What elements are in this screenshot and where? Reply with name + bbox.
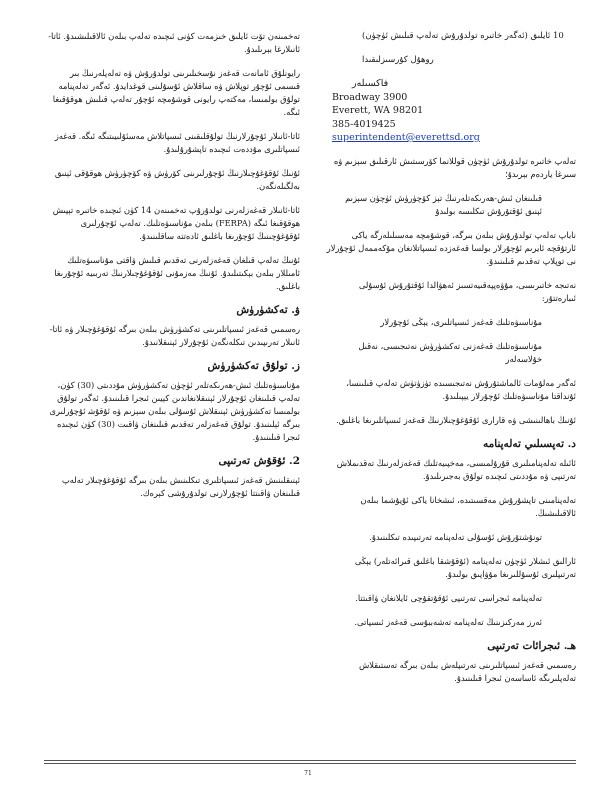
paragraph: ﺗﻪﻟﻪﭘﻨﺎﻣﻪ ﺋﯩﺠﺮﺍﺳﻰ ﺗﻪﺭﺗﯩﭙﻰ ﺋﯘﻗﯘﺗﻘﯘﭼﻰ ﺋﺎﻳﻼﻧﻐﺎﻥ ﯞﺍﻗﯩﺘﺘﺎ. [355,592,542,603]
right-column [326,30,576,696]
section-heading: ﺩ. ﺗﻪﭘﺴﯩﻠﯩﻲ ﺗﻪﻟﻪﭘﻨﺎﻣﻪ [483,437,576,450]
section-heading: ﻫـ. ﺋﯩﺠﺮﺍﺋﺎﺕ ﺗﻪﺭﺗﯩﭙﻰ [487,639,576,652]
paragraph: ﺗﻪﺧﻤﯩﻨﻪﻥ ﺗﯚﺕ ﺋﺎﻳﻠﯩﻖ ﺧﯩﺰﻣﻪﺕ ﻛﯜﻧﻰ ﺋﯩﭽﯩﺪﻩ ﺗﻪﻟﻪﭖ ﺑﯩﻠﻪﻥ ﺋﺎﻻﻗﯩﻠﯩﺸﯩﺪﯗ. ﺋﺎﺗﺎ-ﺋﺎﻧﯩﻼﺭﻏﺎ ﺑﯧﺮﯨﻠﯩﺪﯗ. [48,31,300,54]
list-item: ﻣﯘﻧﺎﺳﯩﯟﻩﺗﻠﯩﻚ ﻗﻪﻏﻪﺯ ﺋﯩﺴﭙﺎﺗﻠﯩﺮﻯ، ﻳﯧﯖﻰ ﺋﯘﭼﯘﺭﻻﺭ [380,316,542,327]
address-line: ﺭﻭﻫﯘﻝ ﻛﯘﺭﺳﯩﺰﻟﯩﻘﯩﺪﺍ [362,54,434,65]
paragraph: ﺗﻪﻟﻪﭖ ﺧﺎﺗﯩﺮﻩ ﺗﻮﻟﺪﯗﺭﯗﺵ ﺋﯜﭼﯜﻥ ﻗﻮﻟﻼﻧﻤﺎ ﻛﯚﺭﺳﯩﺘﯩﺶ ﺋﺎﺭﻗﯩﻠﯩﻖ ﺳﯧﺰﯨﻢ ﯞﻩ ﺳﯩﺮﻏﺎ ﻳﺎﺭﺩﻩﻡ ﺑﯧﺮﯨﺪﯗ؛ [333,155,576,179]
paragraph: ﺋﯘﻧﯩﯔ ﺗﻪﻟﻪﭖ ﻗﯩﻠﻐﺎﻥ ﻗﻪﻏﻪﺯﻟﻪﺭﻧﻰ ﺗﻪﻗﺪﯨﻢ ﻗﯩﻠﯩﺶ ﯞﺍﻗﺘﻰ ﻣﯘﻧﺎﺳﯩﯟﻩﺗﻠﯩﻚ ﺋﺎﻣﯩﻠﻼﺭ ﺑﯩﻠﻪﻥ ﺑﯧﻜﯩﺘﯩﻠﯩﺪﯗ. ﺋﯘﻧﯩﯔ ﻣﻪﺯﻣﯘﻧﻰ ﺋﯘﻗﯘﻏﯘﭼﯩﻼﺭﻧﯩﯔ ﺗﻪﺭﺑﯩﻴﻪ ﺋﯘﭼﯘﺭﯨﻐﺎ ﺑﺎﻏﻠﯩﻖ. [54,255,300,291]
paragraph: ﻣﯘﻧﺎﺳﯩﯟﻩﺗﻠﯩﻚ ﺋﯩﺶ-ﻫﻪﺭﯨﻜﻪﺗﻠﻪﺭ ﺋﯜﭼﯜﻥ ﺗﻪﻛﺸﯜﺭﯛﺵ ﻣﯘﺩﺩﯨﺘﻰ (30) ﻛﯜﻥ، ﺗﻪﻟﻪﭖ ﻗﯩﻠﯩﻨﻐﺎﻥ ﺋﯘﭼﯘﺭﻻﺭ ﺋﯧﻨﯩﻘﻼﻧﻐﺎﻧﺪﯨﻦ ﻛﯧﻴﯩﻦ ﺋﯩﺠﺮﺍ ﻗﯩﻠﯩﻨﯩﺪﯗ. ﺋﻪﮔﻪﺭ ﺗﻮﻟﯘﻕ ﺑﻮﻟﻤﯩﺴﺎ ﺗﻪﻛﺸﯜﺭﯛﺵ ﺋﯧﻨﯩﻘﻼﺵ ﺋﯘﺳﯘﻟﻰ ﺑﯩﻠﻪﻥ ﺳﯧﺰﯨﻢ ﯞﻩ ﺋﯘﻗﯘﺷ ﺋﯘﭼﯘﺭﻟﯩﺮﻯ ﺑﯩﺮﮔﻪ ﺋﯧﻠﯩﻨﯩﺪﯗ. ﺗﻮﻟﯘﻕ ﻗﻪﻏﻪﺯﻟﻪﺭ ﺗﻪﻗﺪﯨﻢ ﻗﯩﻠﯩﻨﻐﺎﻥ ﯞﺍﻗﯩﺖ (30) ﻛﯜﻥ ﺋﯩﭽﯩﺪﻩ ﺋﯩﺠﺮﺍ ﻗﯩﻠﯩﻨﯩﺪﯗ. [49,380,300,442]
paragraph: ﺭﺍﻳﻮﻧﻠﯘﻕ ﺋﺎﻣﺎﻧﻪﺕ ﻗﻪﻏﻪﺯ ﻧﯘﺳﺨﯩﻠﯩﺮﯨﻨﻰ ﺗﻮﻟﺪﯗﺭﯗﺵ ﯞﻩ ﺗﻪﻟﻪﭘﻠﻪﺭﻧﯩﯔ ﺑﯩﺮ ﻗﯩﺴﻤﻰ ﺋﯘﭼﯘﺭ ﺗﻮﭘﻼﺵ ﯞﻩ ﺳﺎﻗﻼﺵ ﺋﯘﺳﯘﻟﯩﻨﻰ ﻗﻮﻏﺪﺍﻳﺪﯗ. ﺋﻪﮔﻪﺭ ﺗﻪﻟﻪﭘﻨﺎﻣﻪ ﺗﻮﻟﯘﻕ ﺑﻮﻟﻤﯩﺴﺎ، ﻣﻪﻛﺘﻪﭖ ﺭﺍﻳﻮﻧﻰ ﻗﻮﺷﯘﻣﭽﻪ ﺋﯘﭼﯘﺭ ﺗﻪﻟﻪﭖ ﻗﯩﻠﯩﺶ ﻫﻮﻗﯘﻗﯩﻐﺎ ﺋﯩﮕﻪ. [52,68,300,117]
paragraph: ﺋﯘﻧﯩﯔ ﺋﯘﻗﯘﻏﯘﭼﯩﻼﺭﻧﯩﯔ ﺋﯘﭼﯘﺭﻟﯩﺮﯨﻨﻰ ﻛﯚﺭﯛﺵ ﯞﻩ ﻛﯚﭼﯜﺭﯛﺵ ﻫﻮﻗﯘﻗﻰ ﺋﯧﻨﯩﻖ ﺑﻪﻟﮕﯩﻠﻪﻧﮕﻪﻥ. [54,168,300,191]
paragraph: ﻗﯩﻠﯩﻨﻐﺎﻥ ﺋﯩﺶ-ﻫﻪﺭﯨﻜﻪﺗﻠﻪﺭﻧﯩﯔ ﺗﯧﺰ ﻛﯚﭼﯜﺭﯛﺵ ﺋﯜﭼﯜﻥ ﺳﯧﺰﯨﻢ ﺋﯧﻨﯩﻖ ﺋﯘﻗﺘﯘﺭﯗﺵ ﺗﯩﻜﻠﯩﺴﻪ ﺑﻮﻟﯩﺪﯗ [345,192,542,216]
paragraph: ﺋﺎﺋﯩﻠﻪ ﺗﻪﻟﻪﭘﻨﺎﻣﯩﻠﯩﺮﻯ ﻗﯘﺭﯗﻟﻤﯩﺴﻰ، ﻣﻪﺧﭙﯩﻴﻪﺗﻠﯩﻚ ﻗﻪﻏﻪﺯﻟﻪﺭﻧﯩﯔ ﺗﻪﻗﺪﯨﻤﻼﺵ ﺗﻪﺭﺗﯩﭙﻰ ﯞﻩ ﻣﯘﺩﺩﯨﺘﻰ ﺋﯩﭽﯩﺪﻩ ﺗﻮﻟﯘﻕ ﺑﻪﺟﯩﺮﯨﻠﯩﺪﯗ. [336,457,576,481]
section-heading: ﯞ. ﺗﻪﻛﺸﯜﺭﯛﺵ [236,304,300,316]
paragraph: ﺋﺎﺭﺍﻟﯩﻖ ﺋﯩﺸﻼﺭ ﺋﯜﭼﯜﻥ ﺗﻪﻟﻪﭘﻨﺎﻣﻪ (ﺋﯘﻗﯘﺷﻘﺎ ﺑﺎﻏﻠﯩﻖ ﻗﯩﺮﺍﺋﻪﺗﻠﻪﺭ) ﻳﯧﯖﻰ ﺗﻪﺭﺗﯩﭙﻠﯩﺮﻯ ﺋﯘﺳﯘﻟﻠﯩﺮﯨﻐﺎ ﻣﯘﯞﺍﭘﯩﻖ ﺑﻮﻟﯩﺪﯗ. [354,555,576,579]
paragraph: ﺋﻪﺭﺯ ﻣﻪﺭﻛﯩﺰﯨﻨﯩﯔ ﺗﻪﻟﻪﭘﻨﺎﻣﻪ ﺗﻪﺷﻪﺑﺒﯘﺳﻰ ﻗﻪﻏﻪﺯ ﺋﯩﺴﭙﺎﺗﻰ. [354,616,542,627]
address-line: Everett, WA 98201 [332,105,424,116]
footer-rule [44,760,576,761]
address-line: Broadway 3900 [332,91,408,103]
page-number: 71 [304,770,312,777]
paragraph: ﺋﯧﻨﯩﻘﻠﯩﻨﯩﺶ ﻗﻪﻏﻪﺯ ﺋﯩﺴﭙﺎﺗﻠﯩﺮﻯ ﺗﯩﻜﻠﯩﻨﯩﺶ ﺑﯩﻠﻪﻥ ﺑﯩﺮﮔﻪ ﺋﯘﻗﯘﻏﯘﭼﯩﻼﺭ ﺗﻪﻟﻪﭖ ﻗﯩﻠﯩﻨﻐﺎﻥ ﯞﺍﻗﯩﺘﺘﺎ ﺋﯘﭼﯘﺭﻻﺭﻧﻰ ﺗﻮﻟﺪﯗﺭﯗﺷﻰ ﻛﯧﺮﻩﻙ. [61,475,300,498]
footer-rule [44,763,576,764]
section-heading: 2. ﺋﯘﻗﯘﺵ ﺗﻪﺭﺗﯩﭙﻰ [218,455,300,467]
left-column [44,30,300,511]
address-line: (ﺋﻪﮔﻪﺭ ﺧﺎﺗﯩﺮﻩ ﺗﻮﻟﺪﯗﺭﯗﺵ ﺗﻪﻟﻪﭖ ﻗﯩﻠﯩﺶ ﺋﯜﭼﯜﻥ) 10 ﺋﺎﻳﻠﯩﻖ [362,31,564,41]
email-link[interactable]: superintendent@everettsd.org [332,132,480,143]
paragraph: ﺋﻪﮔﻪﺭ ﻣﻪﻟﯘﻣﺎﺕ ﺋﺎﻟﻤﺎﺷﺘﯘﺭﯗﺵ ﻧﻪﺗﯩﺠﯩﺴﯩﺪﻩ ﺗﯜﺯﯛﺗﯜﺵ ﺗﻪﻟﻪﭖ ﻗﯩﻠﯩﻨﺴﺎ، ﺋﯘﻧﺪﺍﻗﺘﺎ ﻣﯘﻧﺎﺳﯩﯟﻩﺗﻠﯩﻚ ﺋﯘﭼﯘﺭﻻﺭ ﻳﯧﭙﯩﻠﯩﺪﯗ. [346,377,576,401]
paragraph: ﺭﻩﺳﻤﯩﻲ ﻗﻪﻏﻪﺯ ﺋﯩﺴﭙﺎﺗﻠﯩﺮﯨﻨﻰ ﺗﻪﺭﺗﯩﭙﻠﻪﺵ ﺑﯩﻠﻪﻥ ﺑﯩﺮﮔﻪ ﺗﻪﺳﺘﯩﻘﻼﺵ ﺗﻪﻟﻪﭘﻠﯩﺮﯨﮕﻪ ﺋﺎﺳﺎﺳﻪﻥ ﺋﯩﺠﺮﺍ ﻗﯩﻠﯩﻨﯩﺪﯗ. [359,659,576,683]
address-block [326,30,576,145]
paragraph: ﺗﻪﻟﻪﭘﻨﺎﻣﯩﻨﻰ ﺗﺎﭘﺸﯘﺭﯗﺵ ﻣﻪﻗﺴﯩﺘﯩﺪﻩ، ﺋﯩﺸﺨﺎﻧﺎ ﻳﺎﻛﻰ ﺋﯘﻳﯘﺷﻤﺎ ﺑﯩﻠﻪﻥ ﺋﺎﻻﻗﯩﻠﯩﺸﯩﯔ. [360,494,576,518]
paragraph: ﺗﻮﻧﯘﺷﺘﯘﺭﯗﺵ ﺋﯘﺳﯘﻟﻰ ﺗﻪﻟﻪﭘﻨﺎﻣﻪ ﺗﻪﺭﺗﯩﭙﯩﺪﻩ ﺗﯩﻜﻠﯩﻨﯩﺪﯗ. [369,531,542,542]
paragraph: ﺋﺎﺗﺎ-ﺋﺎﻧﯩﻼﺭ ﺋﯘﭼﯘﺭﻻﺭﻧﯩﯔ ﺗﻮﻟﯘﻗﻠﯩﻘﯩﻨﻰ ﺋﯩﺴﭙﺎﺗﻼﺵ ﻣﻪﺳﺌﯘﻟﯩﻴﯩﺘﯩﮕﻪ ﺋﯩﮕﻪ. ﻗﻪﻏﻪﺯ ﺋﯩﺴﭙﺎﺗﻠﯩﺮﻯ ﻣﯘﺩﺩﻩﺕ ﺋﯩﭽﯩﺪﻩ ﺗﺎﭘﺸﯘﺭﯗﻟﯩﺪﯗ. [54,131,300,154]
section-heading: ﺯ. ﺗﻮﻟﯘﻕ ﺗﻪﻛﺸﯜﺭﯛﺵ [207,360,300,372]
address-line: 385-4019425 [332,118,396,130]
list-item: ﻣﯘﻧﺎﺳﯩﯟﻩﺗﻠﯩﻚ ﻗﻪﻏﻪﺯﻧﻰ ﺗﻪﻛﺸﯜﺭﯛﺵ ﻧﻪﺗﯩﺠﯩﺴﻰ، ﻧﻪﻗﯩﻞ ﺧﯘﻻﺳﻪﻟﻪﺭ [358,340,542,364]
paragraph: ﺭﻩﺳﻤﯩﻲ ﻗﻪﻏﻪﺯ ﺋﯩﺴﭙﺎﺗﻠﯩﺮﯨﻨﻰ ﺗﻪﻛﺸﯜﺭﯛﺵ ﺑﯩﻠﻪﻥ ﺑﯩﺮﮔﻪ ﺋﯘﻗﯘﻏﯘﭼﯩﻼﺭ ﯞﻩ ﺋﺎﺗﺎ-ﺋﺎﻧﯩﻼﺭ ﺗﻪﺭﯨﭙﯩﺪﯨﻦ ﺗﯩﻜﻠﻪﻧﮕﻪﻥ ﺋﯘﭼﯘﺭﻻﺭ ﺋﯧﻨﯩﻘﻼﻧﯩﺪﯗ. [49,324,300,347]
paragraph: ﺋﯘﻧﯩﯔ ﺑﺎﻫﺎﻟﯩﻨﯩﺸﻰ ﯞﻩ ﻗﺎﺭﺍﺭﻯ ﺋﯘﻗﯘﻏﯘﭼﯩﻼﺭﻧﯩﯔ ﻗﻪﻏﻪﺯ ﺋﯩﺴﭙﺎﺗﻠﯩﺮﯨﻐﺎ ﺑﺎﻏﻠﯩﻖ. [336,414,576,425]
paragraph: ﻧﺎﺑﺎﭖ ﺗﻪﻟﻪﭖ ﺗﻮﻟﺪﯗﺭﯗﺵ ﺑﯩﻠﻪﻥ ﺑﯩﺮﮔﻪ، ﻗﻮﺷﯘﻣﭽﻪ ﻣﻪﺳﯩﻠﯩﻠﻪﺭﮔﻪ ﻳﺎﻛﻰ ﺋﺎﺭﺗﯘﻗﭽﻪ ﺋﺎﻳﺮﯨﻢ ﺋﯘﭼﯘﺭﻻﺭ ﺑﻮﻟﺴﺎ ﻗﻪﻏﻪﺯﺩﻩ ﺋﯩﺴﭙﺎﺗﻼﻧﻐﺎﻥ ﻣﯘﻛﻪﻣﻤﻪﻝ ﺋﯘﭼﯘﺭﻻﺭ ﻧﻰ ﺗﻮﭘﻼﭖ ﺗﻪﻗﺪﯨﻢ ﻗﯩﻠﯩﻨﯩﺪﯗ. [326,229,576,266]
address-line: ﻓﺎﻛﺴﯩﻠﻪﺭ [352,78,389,89]
paragraph: ﺋﺎﺗﺎ-ﺋﺎﻧﯩﻼﺭ ﻗﻪﻏﻪﺯﻟﻪﺭﻧﻰ ﺗﻮﻟﺪﯗﺭﯗﭖ ﺗﻪﺧﻤﯩﻨﻪﻥ 14 ﻛﯜﻥ ﺋﯩﭽﯩﺪﻩ ﺧﺎﺗﯩﺮﻩ ﺗﯧﭙﯩﺶ ﻫﻮﻗﯘﻗﯩﻐﺎ ﺋﯩﮕﻪ (FERPA) ﺑﯩﻠﻪﻥ ﻣﯘﻧﺎﺳﯩﯟﻩﺗﻠﯩﻚ. ﺗﻪﻟﻪﭖ ﺋﯘﭼﯘﺭﻟﯩﺮﻯ ﺋﯘﻗﯘﻏﯘﭼﯩﻨﯩﯔ ﺋﯘﭼﯘﺭﯨﻐﺎ ﺑﺎﻏﻠﯩﻖ ﺋﺎﺩﻩﺗﺘﻪ ﺳﺎﻗﻠﯩﻨﯩﺪﯗ. [52,205,300,241]
paragraph: ﻧﻪﺗﯩﺠﻪ ﺧﺎﺗﯩﺮﯨﺴﻰ، ﻣﯘﯞﻩﭘﭙﻪﻗﯩﻴﻪﺗﺴﯩﺰ ﺋﻪﻫﯟﺍﻟﺪﺍ ﺋﯘﻗﺘﯘﺭﯗﺵ ﺋﯘﺳﯘﻟﻰ ﺋﯩﺒﺎﺭﻩﺗﺘﯘﺭ: [358,279,576,303]
